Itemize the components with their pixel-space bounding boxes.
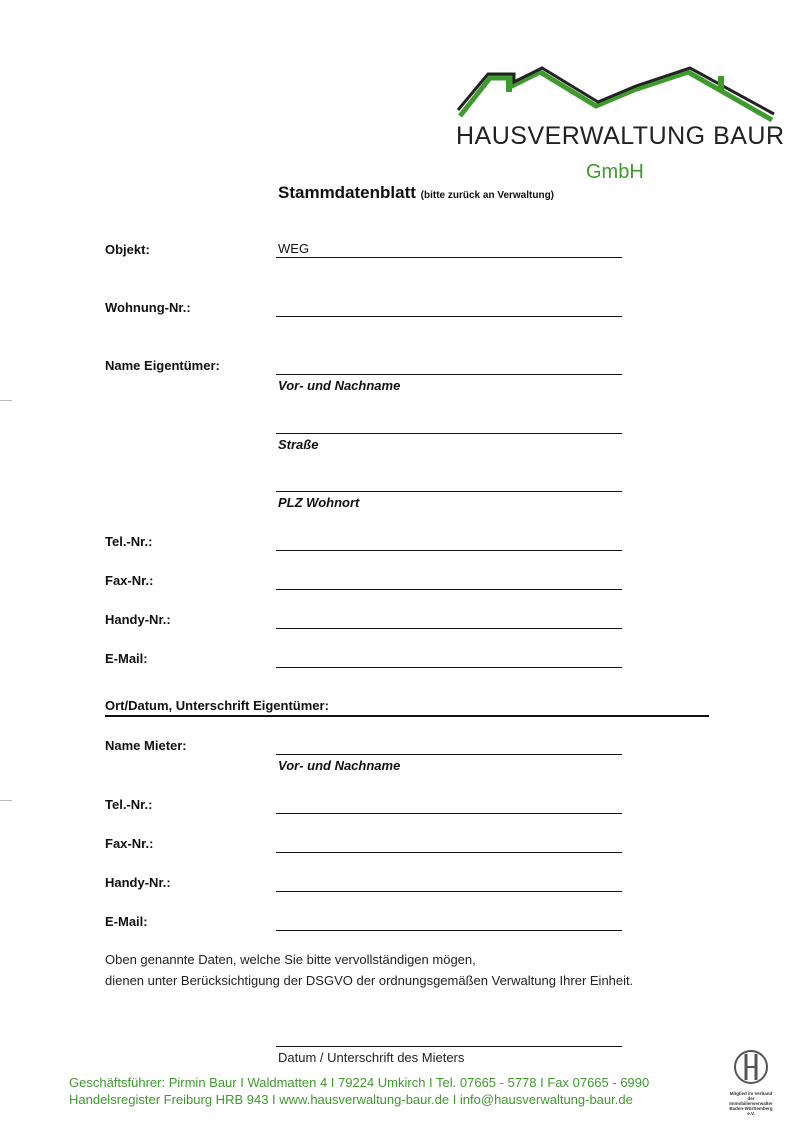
tenant-fax-label: Fax-Nr.: (105, 836, 154, 851)
title-main: Stammdatenblatt (278, 183, 416, 202)
owner-street-field-line[interactable] (276, 433, 622, 434)
tenant-tel-field-line[interactable] (276, 813, 622, 814)
tenant-fax-field-line[interactable] (276, 852, 622, 853)
owner-tel-field-line[interactable] (276, 550, 622, 551)
owner-email-label: E-Mail: (105, 651, 148, 666)
ivd-member-logo-icon (731, 1048, 771, 1086)
objekt-value[interactable]: WEG (278, 241, 310, 256)
company-name: HAUSVERWALTUNG BAUR (456, 122, 785, 150)
roofline-logo-icon (456, 66, 776, 126)
tenant-handy-field-line[interactable] (276, 891, 622, 892)
badge-text-3: Baden-Württemberg e.V. (729, 1106, 773, 1116)
tenant-email-field-line[interactable] (276, 930, 622, 931)
tenant-signature-caption: Datum / Unterschrift des Mieters (278, 1050, 465, 1065)
footer-line1: Geschäftsführer: Pirmin Baur I Waldmatten 4 I 79224 Umkirch I Tel. 07665 - 5778 I Fax 07665 - 6990 (69, 1075, 650, 1090)
owner-signature-label: Ort/Datum, Unterschrift Eigentümer: (105, 698, 329, 713)
tenant-tel-label: Tel.-Nr.: (105, 797, 153, 812)
wohnung-label: Wohnung-Nr.: (105, 300, 191, 315)
owner-name-label: Name Eigentümer: (105, 358, 220, 373)
owner-handy-label: Handy-Nr.: (105, 612, 171, 627)
wohnung-field-line[interactable] (276, 316, 622, 317)
badge-text-2: Immobilienverwalter (729, 1101, 773, 1106)
ivd-member-badge (726, 1048, 776, 1116)
objekt-field-line[interactable] (276, 257, 622, 258)
owner-name-caption: Vor- und Nachname (278, 378, 401, 393)
page-title (278, 183, 554, 203)
tenant-name-label: Name Mieter: (105, 738, 187, 753)
tenant-name-caption: Vor- und Nachname (278, 758, 401, 773)
tenant-handy-label: Handy-Nr.: (105, 875, 171, 890)
owner-handy-field-line[interactable] (276, 628, 622, 629)
owner-fax-label: Fax-Nr.: (105, 573, 154, 588)
owner-city-caption: PLZ Wohnort (278, 495, 360, 510)
tenant-name-field-line[interactable] (276, 754, 622, 755)
owner-email-field-line[interactable] (276, 667, 622, 668)
footer-line2: Handelsregister Freiburg HRB 943 I www.hausverwaltung-baur.de I info@hausverwaltung-baur.de (69, 1092, 633, 1107)
privacy-note-line1: Oben genannte Daten, welche Sie bitte vervollständigen mögen, (105, 952, 476, 967)
owner-name-field-line[interactable] (276, 374, 622, 375)
objekt-label: Objekt: (105, 242, 150, 257)
owner-fax-field-line[interactable] (276, 589, 622, 590)
tenant-signature-line[interactable] (276, 1046, 622, 1047)
title-note: (bitte zurück an Verwaltung) (420, 190, 555, 201)
owner-signature-line[interactable] (105, 715, 709, 717)
owner-tel-label: Tel.-Nr.: (105, 534, 153, 549)
privacy-note-line2: dienen unter Berücksichtigung der DSGVO der ordnungsgemäßen Verwaltung Ihrer Einheit. (105, 973, 634, 988)
tenant-email-label: E-Mail: (105, 914, 148, 929)
fold-mark-top (0, 400, 12, 401)
company-suffix: GmbH (586, 161, 644, 183)
owner-city-field-line[interactable] (276, 491, 622, 492)
badge-text-1: Mitglied im Verband der (729, 1091, 773, 1101)
owner-street-caption: Straße (278, 437, 319, 452)
fold-mark-bottom (0, 800, 12, 801)
